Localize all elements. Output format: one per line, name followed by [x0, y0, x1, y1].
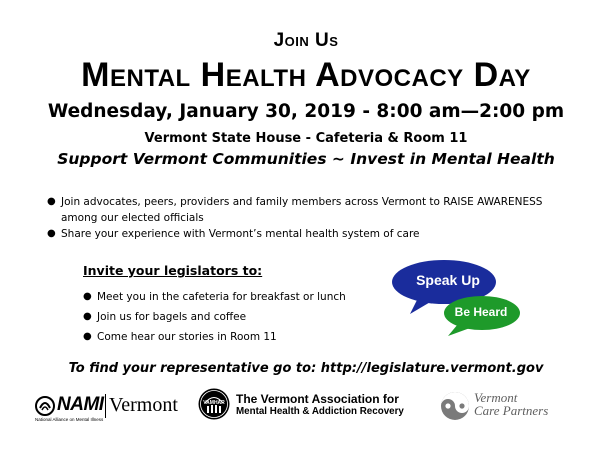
- bullet-text: Meet you in the cafeteria for breakfast or lunch: [97, 291, 346, 303]
- main-bullet-list: [47, 194, 567, 242]
- join-us-heading: Join Us: [273, 30, 339, 51]
- speak-up-label: Speak Up: [416, 272, 480, 288]
- bullet-text: Come hear our stories in Room 11: [97, 331, 277, 343]
- event-date: Wednesday, January 30, 2019 - 8:00 am—2:00 pm: [47, 101, 565, 122]
- bullet-icon: ●: [83, 311, 92, 322]
- bullet-text: Join us for bagels and coffee: [97, 311, 247, 323]
- bullet-icon: ●: [47, 228, 56, 239]
- nami-vermont-logo: [35, 390, 195, 430]
- nami-state-name: Vermont: [109, 394, 178, 416]
- event-title: Mental Health Advocacy Day: [81, 56, 531, 94]
- invite-bullet-list: [83, 287, 403, 347]
- vamhar-line1: The Vermont Association for: [236, 392, 399, 406]
- nami-wordmark: NAMI: [57, 394, 104, 415]
- be-heard-label: Be Heard: [454, 305, 508, 319]
- list-item: [47, 226, 567, 242]
- event-location: Vermont State House - Cafeteria & Room 11: [144, 131, 468, 146]
- list-item: [83, 327, 403, 347]
- vermont-care-partners-name: [474, 391, 548, 418]
- vcp-line2: Care Partners: [474, 403, 549, 418]
- representative-lookup-text: To find your representative go to: http://legislature.vermont.gov: [68, 361, 544, 376]
- vamhar-badge-icon: [198, 388, 230, 420]
- nami-swirl-icon: [35, 396, 55, 416]
- event-slogan: Support Vermont Communities ~ Invest in Mental Health: [57, 150, 555, 168]
- invite-heading: Invite your legislators to:: [83, 263, 263, 278]
- bullet-text: Share your experience with Vermont’s mental health system of care: [61, 228, 420, 240]
- bullet-text: Join advocates, peers, providers and family members across Vermont to RAISE AWARENESS among our elected officials: [61, 196, 543, 224]
- vermont-care-partners-swirl-icon: [440, 391, 470, 421]
- vamhar-badge-label: VAMHAR: [203, 400, 225, 406]
- list-item: [83, 307, 403, 327]
- bullet-icon: ●: [47, 196, 56, 207]
- bullet-icon: ●: [83, 291, 92, 302]
- sponsor-logos: [0, 385, 612, 435]
- list-item: [47, 194, 567, 226]
- speech-bubbles-graphic: [388, 254, 528, 340]
- vamhar-line2: Mental Health & Addiction Recovery: [236, 406, 404, 417]
- nami-divider: [105, 394, 106, 418]
- nami-tagline: National Alliance on Mental Illness: [35, 417, 104, 422]
- list-item: [83, 287, 403, 307]
- vcp-line1: Vermont: [474, 390, 518, 405]
- bullet-icon: ●: [83, 331, 92, 342]
- vamhar-organization-name: [236, 392, 404, 418]
